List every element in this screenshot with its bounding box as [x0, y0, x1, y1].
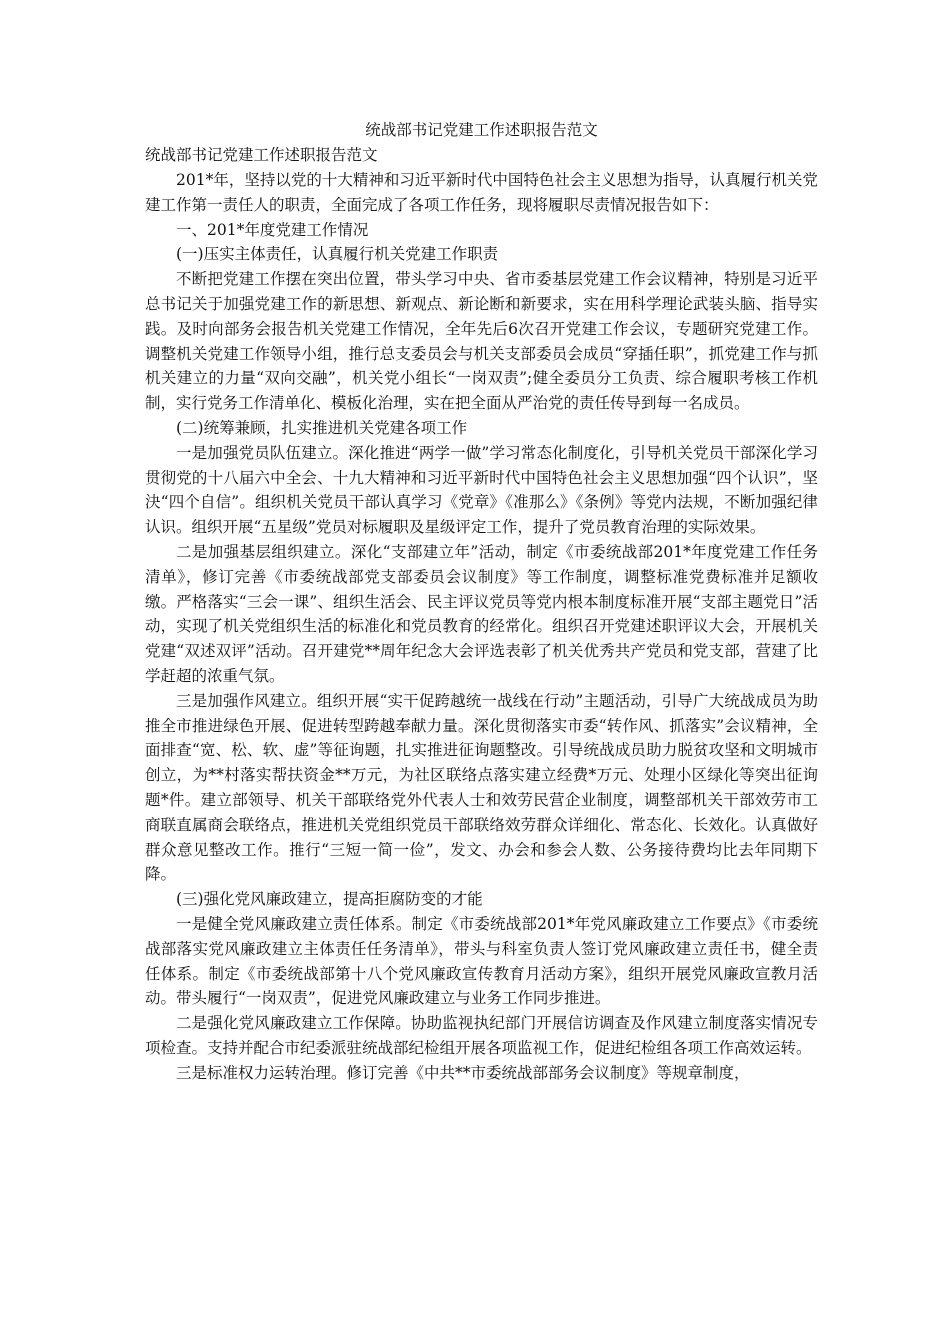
paragraph: 二是加强基层组织建立。深化“支部建立年”活动，制定《市委统战部201*年度党建工作任务清单》，修订完善《市委统战部党支部委员会议制度》等工作制度，调整标准党费标准并足额收缴。严格落实“三会一课”、组织生活会、民主评议党员等党内根本制度标准开展“支部主题党日”活动，实现了机关党组织生活的标准化和党员教育的经常化。组织召开党建述职评议大会，开展机关党建“双述双评”活动。召开建党**周年纪念大会评选表彰了机关优秀共产党员和党支部，营建了比学赶超的浓重气氛。	[145, 542, 818, 685]
paragraph: 三是加强作风建立。组织开展“实干促跨越统一战线在行动”主题活动，引导广大统战成员为助推全市推进绿色开展、促进转型跨越奉献力量。深化贯彻落实市委“转作风、抓落实”会议精神，全面排查“宽、松、软、虚”等征询题，扎实推进征询题整改。引导统战成员助力脱贫攻坚和文明城市创立，为**村落实帮扶资金**万元，为社区联络点落实建立经费*万元、处理小区绿化等突出征询题*件。建立部领导、机关干部联络党外代表人士和效劳民营企业制度，调整部机关干部效劳市工商联直属商会联络点，推进机关党组织党员干部联络效劳群众详细化、常态化、长效化。认真做好群众意见整改工作。推行“三短一简一俭”，发文、办会和参会人数、公务接待费均比去年同期下降。	[145, 691, 818, 884]
paragraph: 二是强化党风廉政建立工作保障。协助监视执纪部门开展信访调查及作风建立制度落实情况专项检查。支持并配合市纪委派驻统战部纪检组开展各项监视工作，促进纪检组各项工作高效运转。	[145, 1014, 818, 1057]
section-heading-1: 一、201*年度党建工作情况	[176, 220, 369, 239]
paragraph: 一是健全党风廉政建立责任体系。制定《市委统战部201*年党风廉政建立工作要点》《市委统战部落实党风廉政建立主体责任任务清单》，带头与科室负责人签订党风廉政建立责任书，健全责任体系。制定《市委统战部第十八个党风廉政宣传教育月活动方案》，组织开展党风廉政宣教月活动。带头履行“一岗双责”，促进党风廉政建立与业务工作同步推进。	[145, 914, 818, 1008]
paragraph: 三是标准权力运转治理。修订完善《中共**市委统战部部务会议制度》等规章制度，	[176, 1063, 750, 1082]
document-subtitle: 统战部书记党建工作述职报告范文	[145, 146, 378, 164]
paragraph: 一是加强党员队伍建立。深化推进“两学一做”学习常态化制度化，引导机关党员干部深化学习贯彻党的十八届六中全会、十九大精神和习近平新时代中国特色社会主义思想加强“四个认识”，坚決“四个自信”。组织机关党员干部认真学习《党章》《准那么》《条例》等党内法规，不断加强纪律认识。组织开展“五星级”党员对标履职及星级评定工作，提升了党员教育治理的实际效果。	[145, 443, 818, 537]
paragraph: 不断把党建工作摆在突出位置，带头学习中央、省市委基层党建工作会议精神，特别是习近平总书记关于加强党建工作的新思想、新观点、新论断和新要求，实在用科学理论武装头脑、指导实践。及时向部务会报告机关党建工作情况，全年先后6次召开党建工作会议，专题研究党建工作。调整机关党建工作领导小组，推行总支委员会与机关支部委员会成员“穿插任职”，抓党建工作与抓机关建立的力量“双向交融”，机关党小组长“一岗双责”;健全委员分工负责、综合履职考核工作机制，实行党务工作清单化、模板化治理，实在把全面从严治党的责任传导到每一名成员。	[145, 270, 818, 413]
subsection-heading-1: (一)压实主体责任，认真履行机关党建工作职责	[176, 245, 499, 264]
document-title: 统战部书记党建工作述职报告范文	[365, 121, 598, 139]
intro-paragraph: 201*年，坚持以党的十大精神和习近平新时代中国特色社会主义思想为指导，认真履行机关党建工作第一责任人的职责，全面完成了各项工作任务，现将履职尽责情况报告如下：	[145, 171, 818, 214]
subsection-heading-2: (二)统筹兼顾，扎实推进机关党建各项工作	[176, 418, 468, 437]
subsection-heading-3: (三)强化党风廉政建立，提高拒腐防变的才能	[176, 890, 483, 909]
